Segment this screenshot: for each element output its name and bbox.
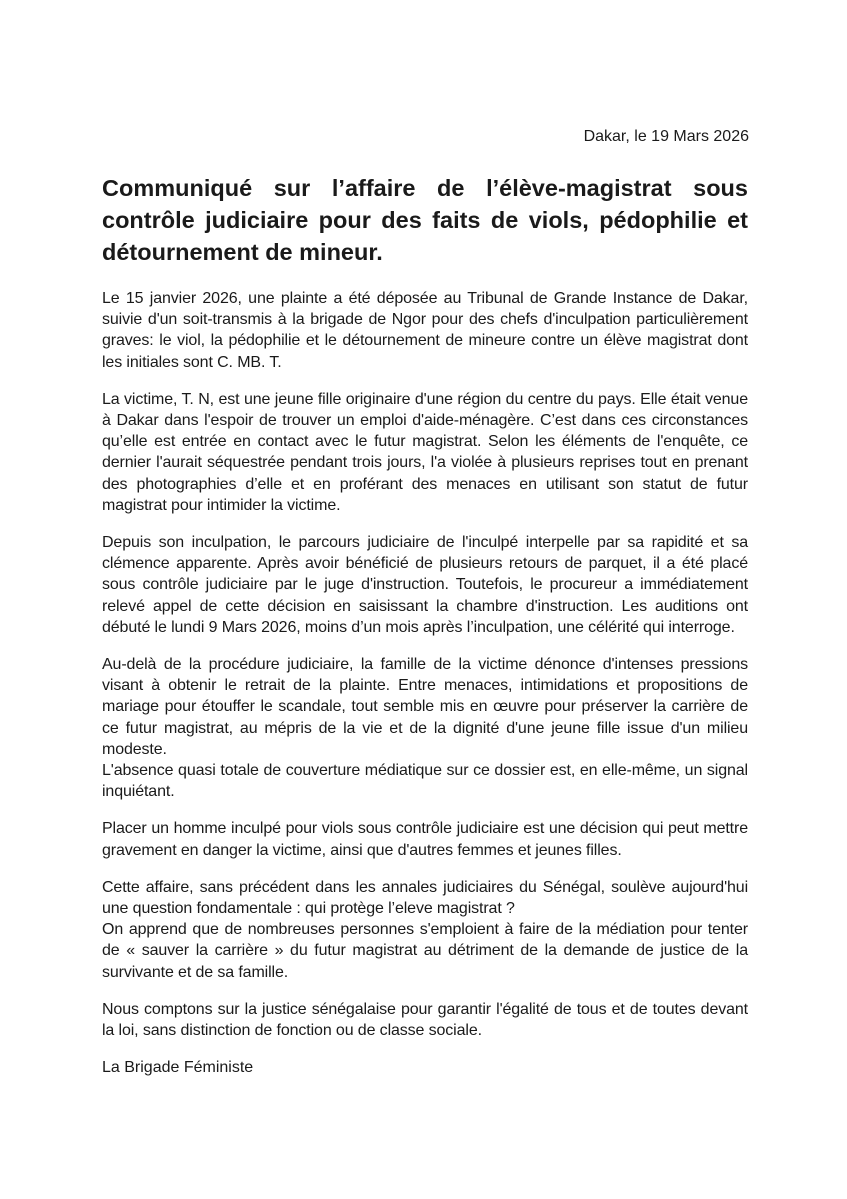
paragraph-mediation: On apprend que de nombreuses personnes s'emploient à faire de la médiation pour tenter de « sauver la carrière » du futur magistrat au détriment de la demande de justice de la survivante et de sa famille. (102, 921, 748, 981)
paragraph-victim: La victime, T. N, est une jeune fille originaire d'une région du centre du pays. Elle était venue à Dakar dans l'espoir de trouver un emploi d'aide-ménagère. C’est dans ces circonstances qu’elle est entrée en contact avec le futur magistrat. Selon les éléments de l'enquête, ce dernier l'aurait séquestrée pendant trois jours, l'a violée à plusieurs reprises tout en prenant des photographies d’elle et en proférant des menaces en utilisant son statut de futur magistrat pour intimider la victime. (102, 390, 748, 514)
paragraph-justice: Nous comptons sur la justice sénégalaise pour garantir l'égalité de tous et de toutes devant la loi, sans distinction de fonction ou de classe sociale. (102, 1000, 748, 1040)
paragraph-procedure: Depuis son inculpation, le parcours judiciaire de l'inculpé interpelle par sa rapidité et sa clémence apparente. Après avoir bénéficié de plusieurs retours de parquet, il a été placé sous contrôle judiciaire par le juge d'instruction. Toutefois, le procureur a immédiatement relevé appel de cette décision en saisissant la chambre d'instruction. Les auditions ont débuté le lundi 9 Mars 2026, moins d’un mois après l’inculpation, une célérité qui interroge. (102, 534, 748, 636)
paragraph-complaint: Le 15 janvier 2026, une plainte a été déposée au Tribunal de Grande Instance de Dakar, suivie d'un soit-transmis à la brigade de Ngor pour des chefs d'inculpation particulièrement graves: le viol, la pédophilie et le détournement de mineure contre un élève magistrat dont les initiales sont C. MB. T. (102, 290, 748, 371)
signature: La Brigade Féministe (102, 1059, 254, 1076)
paragraph-media: L'absence quasi totale de couverture médiatique sur ce dossier est, en elle-même, un signal inquiétant. (102, 762, 748, 801)
document-body (102, 288, 748, 1057)
date-line: Dakar, le 19 Mars 2026 (583, 128, 749, 145)
document-title: Communiqué sur l’affaire de l’élève-magistrat sous contrôle judiciaire pour des faits de viols, pédophilie et détournement de mineur. (102, 175, 748, 265)
paragraph-danger: Placer un homme inculpé pour viols sous contrôle judiciaire est une décision qui peut mettre gravement en danger la victime, ainsi que d'autres femmes et jeunes filles. (102, 820, 748, 859)
paragraph-question: Cette affaire, sans précédent dans les annales judiciaires du Sénégal, soulève aujourd'hui une question fondamentale : qui protège l’eleve magistrat ? (102, 878, 748, 918)
paragraph-pressures: Au-delà de la procédure judiciaire, la famille de la victime dénonce d'intenses pressions visant à obtenir le retrait de la plainte. Entre menaces, intimidations et propositions de mariage pour étouffer le scandale, tout semble mis en œuvre pour préserver la carrière de ce futur magistrat, au mépris de la vie et de la dignité d'une jeune fille issue d'un milieu modeste. (102, 656, 748, 758)
